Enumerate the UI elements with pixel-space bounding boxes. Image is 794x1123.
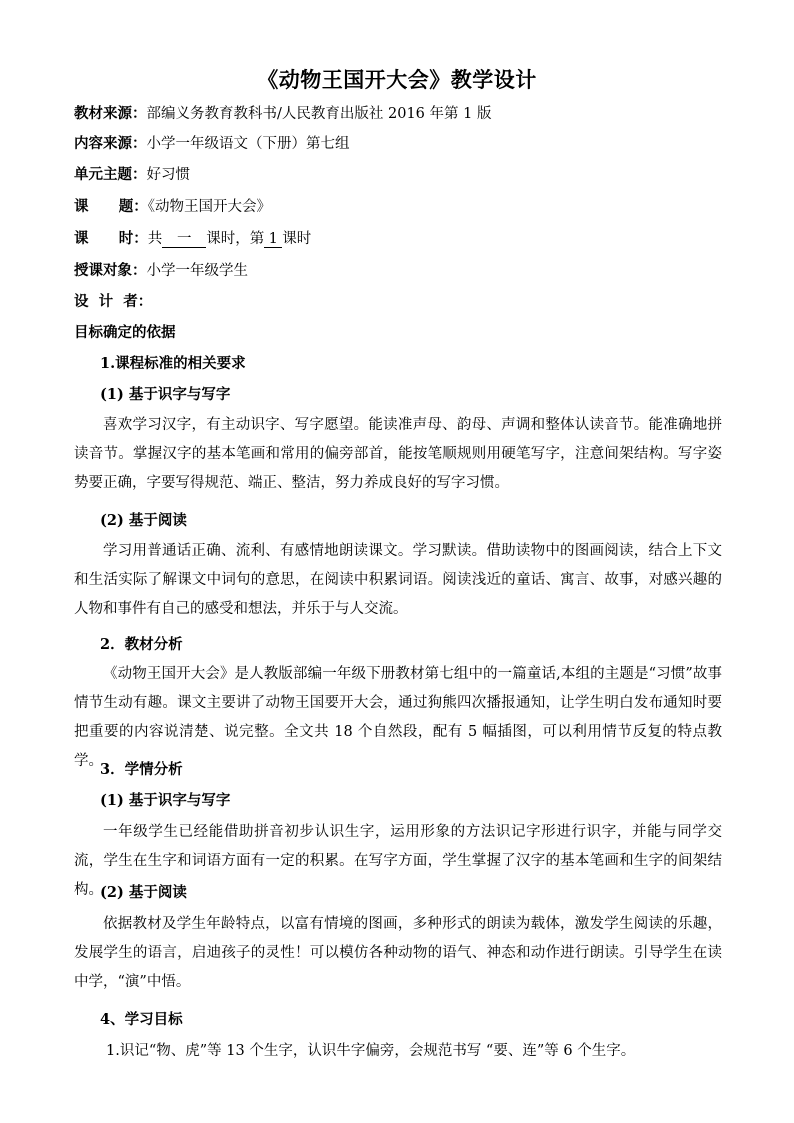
source-label: 教材来源： bbox=[74, 105, 147, 122]
content-line bbox=[74, 134, 350, 154]
lesson-label: 课 题： bbox=[74, 198, 148, 215]
section-3-heading: 3．学情分析 bbox=[100, 761, 183, 778]
section-3-subheading-literacy: (1) 基于识字与写字 bbox=[100, 792, 231, 809]
section-2-paragraph: 《动物王国开大会》是人教版部编一年级下册教材第七组中的一篇童话,本组的主题是“习惯”故事情节生动有趣。课文主要讲了动物王国要开大会，通过狗熊四次播报通知，让学生明白发布通知时要把重要的内容说清楚、说完整。全文共 18 个自然段，配有 5 幅插图，可以利用情节反复的特点教学。 bbox=[74, 666, 722, 769]
section-4-heading: 4、学习目标 bbox=[100, 1011, 183, 1028]
hours-total: 一 bbox=[162, 231, 206, 248]
section-1-subheading-reading: (2) 基于阅读 bbox=[100, 512, 187, 529]
section-3-paragraph-reading: 依据教材及学生年龄特点，以富有情境的图画，多种形式的朗读为载体，激发学生阅读的乐趣，发展学生的语言，启迪孩子的灵性！可以模仿各种动物的语气、神态和动作进行朗读。引导学生在读中学，“演”中悟。 bbox=[74, 916, 722, 990]
hours-line bbox=[74, 229, 311, 249]
hours-current: 1 bbox=[264, 231, 282, 248]
basis-heading: 目标确定的依据 bbox=[74, 324, 176, 341]
theme-value: 好习惯 bbox=[146, 167, 190, 183]
audience-label: 授课对象： bbox=[74, 262, 147, 279]
source-line bbox=[74, 104, 491, 124]
lesson-value: 《动物王国开大会》 bbox=[147, 199, 272, 215]
audience-value: 小学一年级学生 bbox=[146, 263, 248, 279]
theme-label: 单元主题： bbox=[74, 166, 147, 183]
hours-label: 课 时： bbox=[74, 230, 148, 247]
section-3-subheading-reading: (2) 基于阅读 bbox=[100, 884, 187, 901]
section-1-subheading-literacy: (1) 基于识字与写字 bbox=[100, 386, 231, 403]
section-2-heading: 2．教材分析 bbox=[100, 636, 183, 653]
objective-item-1: 1.识记“物、虎”等 13 个生字，认识牛字偏旁，会规范书写 “要、连”等 6 个生字。 bbox=[106, 1043, 636, 1059]
section-1-paragraph-reading: 学习用普通话正确、流利、有感情地朗读课文。学习默读。借助读物中的图画阅读，结合上下文和生活实际了解课文中词句的意思，在阅读中积累词语。阅读浅近的童话、寓言、故事，对感兴趣的人物和事件有自己的感受和想法，并乐于与人交流。 bbox=[74, 543, 722, 617]
hours-suffix: 课时 bbox=[282, 231, 312, 247]
page-title: 《动物王国开大会》教学设计 bbox=[257, 67, 537, 92]
source-value: 部编义务教育教科书/人民教育出版社 2016 年第 1 版 bbox=[146, 106, 492, 122]
lesson-line bbox=[74, 197, 271, 217]
hours-middle: 课时，第 bbox=[206, 231, 265, 247]
designer-label: 设 计 者： bbox=[74, 293, 153, 310]
section-1-paragraph-literacy: 喜欢学习汉字，有主动识字、写字愿望。能读准声母、韵母、声调和整体认读音节。能准确地拼读音节。掌握汉字的基本笔画和常用的偏旁部首，能按笔顺规则用硬笔写字，注意间架结构。写字姿势要正确，字要写得规范、端正、整洁，努力养成良好的写字习惯。 bbox=[74, 417, 722, 491]
audience-line bbox=[74, 261, 248, 281]
section-3-paragraph-literacy: 一年级学生已经能借助拼音初步认识生字，运用形象的方法识记字形进行识字，并能与同学交流，学生在生字和词语方面有一定的积累。在写字方面，学生掌握了汉字的基本笔画和生字的间架结构。 bbox=[74, 824, 722, 898]
designer-line bbox=[74, 292, 152, 312]
theme-line bbox=[74, 165, 190, 185]
content-label: 内容来源： bbox=[74, 135, 147, 152]
section-1-heading: 1.课程标准的相关要求 bbox=[100, 355, 246, 372]
hours-prefix: 共 bbox=[147, 231, 163, 247]
content-value: 小学一年级语文（下册）第七组 bbox=[146, 136, 350, 152]
